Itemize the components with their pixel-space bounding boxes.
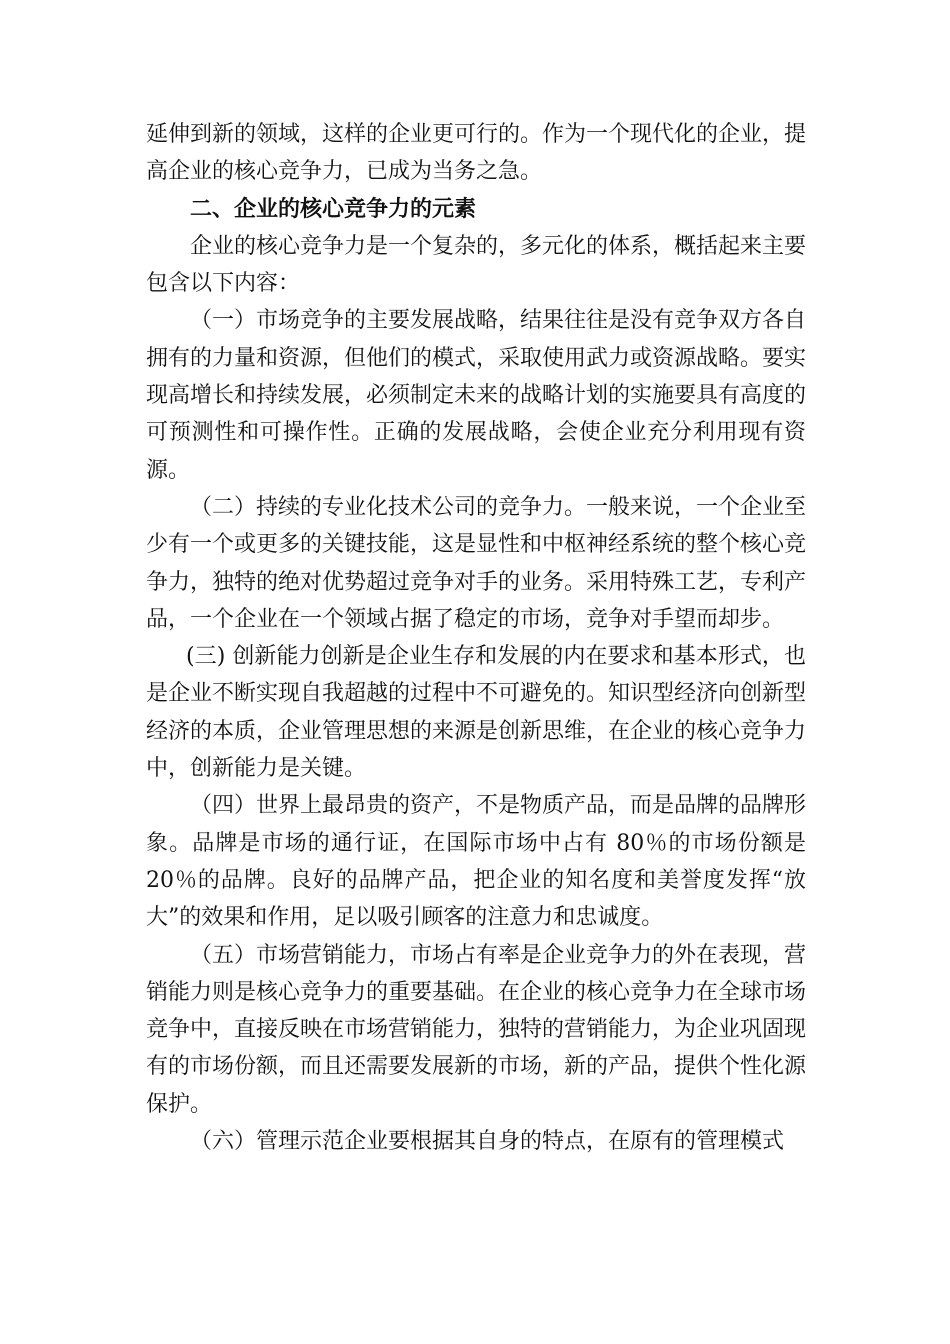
paragraph-item-5: （五）市场营销能力，市场占有率是企业竞争力的外在表现，营销能力则是核心竞争力的重要基础。在企业的核心竞争力在全球市场竞争中，直接反映在市场营销能力，独特的营销能力，为企业巩固现有的市场份额，而且还需要发展新的市场，新的产品，提供个性化源保护。 [146, 942, 807, 1117]
paragraph-item-2: （二）持续的专业化技术公司的竞争力。一般来说，一个企业至少有一个或更多的关键技能，这是显性和中枢神经系统的整个核心竞争力，独特的绝对优势超过竞争对手的业务。采用特殊工艺，专利产品，一个企业在一个领域占据了稳定的市场，竞争对手望而却步。 [146, 494, 807, 632]
section-heading: 二、企业的核心竞争力的元素 [190, 195, 477, 222]
document-body [146, 116, 806, 1160]
paragraph-item-1: （一）市场竞争的主要发展战略，结果往往是没有竞争双方各自拥有的力量和资源，但他们的模式，采取使用武力或资源战略。要实现高增长和持续发展，必须制定未来的战略计划的实施要具有高度的可预测性和可操作性。正确的发展战略，会使企业充分利用现有资源。 [146, 308, 807, 483]
paragraph-item-3: (三) 创新能力创新是企业生存和发展的内在要求和基本形式，也是企业不断实现自我超越的过程中不可避免的。知识型经济向创新型经济的本质，企业管理思想的来源是创新思维，在企业的核心竞争力中，创新能力是关键。 [146, 644, 807, 782]
paragraph-intro: 企业的核心竞争力是一个复杂的，多元化的体系，概括起来主要包含以下内容： [146, 233, 807, 297]
paragraph-item-4: （四）世界上最昂贵的资产，不是物质产品，而是品牌的品牌形象。品牌是市场的通行证，在国际市场中占有 80％的市场份额是 20％的品牌。良好的品牌产品，把企业的知名度和美誉度发挥“放大”的效果和作用，足以吸引顾客的注意力和忠诚度。 [146, 793, 807, 931]
paragraph-item-6: （六）管理示范企业要根据其自身的特点，在原有的管理模式 [190, 1129, 785, 1155]
paragraph-continuation: 延伸到新的领域，这样的企业更可行的。作为一个现代化的企业，提高企业的核心竞争力，已成为当务之急。 [146, 122, 807, 185]
